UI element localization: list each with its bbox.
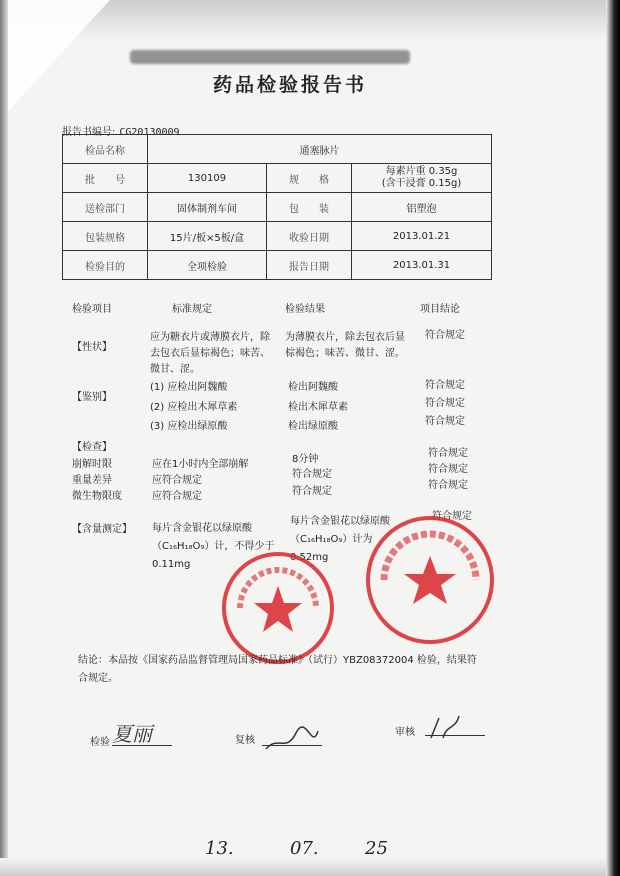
assay-item: 【含量测定】 — [72, 524, 132, 535]
table-row — [63, 135, 492, 164]
scan-edge-right — [606, 0, 620, 876]
handwritten-date-month: 07. — [290, 838, 319, 859]
spec-value-line1: 每素片重 0.35g — [385, 166, 458, 177]
inspection-standard-3: 应符合规定 — [152, 491, 202, 502]
traits-result: 为薄膜衣片，除去包衣后显棕褐色；味苦、微甘、涩。 — [285, 332, 405, 359]
inspection-conclusion-3: 符合规定 — [428, 480, 468, 491]
inspector-signature-line — [112, 745, 172, 746]
identification-standard-1: (1) 应检出阿魏酸 — [150, 382, 228, 393]
purpose-value: 全项检验 — [148, 251, 267, 280]
inspection-conclusion-2: 符合规定 — [428, 464, 468, 475]
batch-value: 130109 — [148, 164, 267, 193]
spec-label: 规 格 — [267, 164, 352, 193]
inspection-sub-weight: 重量差异 — [72, 475, 112, 486]
inspection-result-3: 符合规定 — [292, 486, 332, 497]
assay-conclusion: 符合规定 — [432, 511, 472, 522]
scan-edge-left — [0, 0, 8, 876]
submitter-label: 送检部门 — [63, 193, 148, 222]
table-row — [63, 251, 492, 280]
traits-standard: 应为糖衣片或薄膜衣片，除去包衣后显棕褐色；味苦、微甘、涩。 — [150, 332, 270, 375]
inspector-signature: 夏丽 — [112, 722, 152, 746]
identification-standard-3: (3) 应检出绿原酸 — [150, 421, 228, 432]
col-header-conclusion: 项目结论 — [420, 304, 460, 315]
approver-signature — [425, 712, 465, 742]
package-value: 铝塑泡 — [352, 193, 492, 222]
report-number-value: CG20130009 — [119, 127, 180, 138]
approver-label: 审核 — [395, 727, 415, 738]
company-name-illegible — [130, 50, 410, 64]
spec-value-line2: (含干浸膏 0.15g) — [381, 178, 462, 189]
table-row — [63, 193, 492, 222]
received-date-value: 2013.01.21 — [352, 222, 492, 251]
handwritten-date-day: 25 — [365, 838, 388, 859]
product-name-value: 通塞脉片 — [148, 135, 492, 164]
identification-item: 【鉴别】 — [72, 392, 112, 403]
identification-result-1: 检出阿魏酸 — [288, 382, 338, 393]
identification-result-2: 检出木犀草素 — [288, 402, 348, 413]
batch-label: 批 号 — [63, 164, 148, 193]
product-name-label: 检品名称 — [63, 135, 148, 164]
report-date-label: 报告日期 — [267, 251, 352, 280]
inspection-sub-disintegration: 崩解时限 — [72, 459, 112, 470]
package-spec-value: 15片/板×5板/盒 — [148, 222, 267, 251]
conclusion — [78, 652, 483, 688]
inspection-sub-microbial: 微生物限度 — [72, 491, 122, 502]
table-row — [63, 164, 492, 193]
received-date-label: 收验日期 — [267, 222, 352, 251]
folded-corner — [0, 0, 110, 120]
col-header-standard: 标准规定 — [172, 304, 212, 315]
scan-shadow-bottom — [0, 858, 606, 876]
spec-value — [352, 164, 492, 193]
approver-signature-line — [425, 735, 485, 736]
traits-item: 【性状】 — [72, 342, 112, 353]
report-number-label: 报告书编号: — [62, 127, 116, 138]
assay-standard: 每片含金银花以绿原酸（C₁₆H₁₈O₉）计，不得少于0.11mg — [152, 523, 275, 570]
table-row — [63, 222, 492, 251]
reviewer-signature — [262, 725, 322, 755]
package-label: 包 装 — [267, 193, 352, 222]
submitter-value: 固体制剂车间 — [148, 193, 267, 222]
purpose-label: 检验目的 — [63, 251, 148, 280]
conclusion-text: 本品按《国家药品监督管理局国家药品标准》（试行）YBZ08372004 检验，结果符合规定。 — [78, 655, 477, 684]
red-seal-stamp-left — [218, 548, 338, 668]
inspection-item: 【检查】 — [72, 442, 112, 453]
identification-conclusion-2: 符合规定 — [425, 398, 465, 409]
reviewer-label: 复核 — [235, 735, 255, 746]
col-header-item: 检验项目 — [72, 304, 112, 315]
identification-conclusion-1: 符合规定 — [425, 380, 465, 391]
inspector-label: 检验 — [90, 737, 110, 748]
inspection-standard-1: 应在1小时内全部崩解 — [152, 459, 249, 470]
product-info-table — [62, 134, 492, 280]
handwritten-date-year: 13. — [205, 838, 234, 859]
red-seal-stamp-right — [360, 510, 500, 650]
package-spec-label: 包装规格 — [63, 222, 148, 251]
inspection-result-2: 符合规定 — [292, 469, 332, 480]
assay-result: 每片含金银花以绿原酸（C₁₆H₁₈O₉）计为0.52mg — [290, 516, 390, 563]
traits-conclusion: 符合规定 — [425, 330, 465, 341]
conclusion-label: 结论： — [78, 655, 108, 666]
inspection-conclusion-1: 符合规定 — [428, 448, 468, 459]
col-header-result: 检验结果 — [285, 304, 325, 315]
inspection-result-1: 8分钟 — [292, 454, 319, 465]
document-title: 药品检验报告书 — [212, 74, 367, 96]
identification-standard-2: (2) 应检出木犀草素 — [150, 402, 238, 413]
report-date-value: 2013.01.31 — [352, 251, 492, 280]
reviewer-signature-line — [262, 745, 322, 746]
identification-conclusion-3: 符合规定 — [425, 416, 465, 427]
identification-result-3: 检出绿原酸 — [288, 421, 338, 432]
inspection-standard-2: 应符合规定 — [152, 475, 202, 486]
